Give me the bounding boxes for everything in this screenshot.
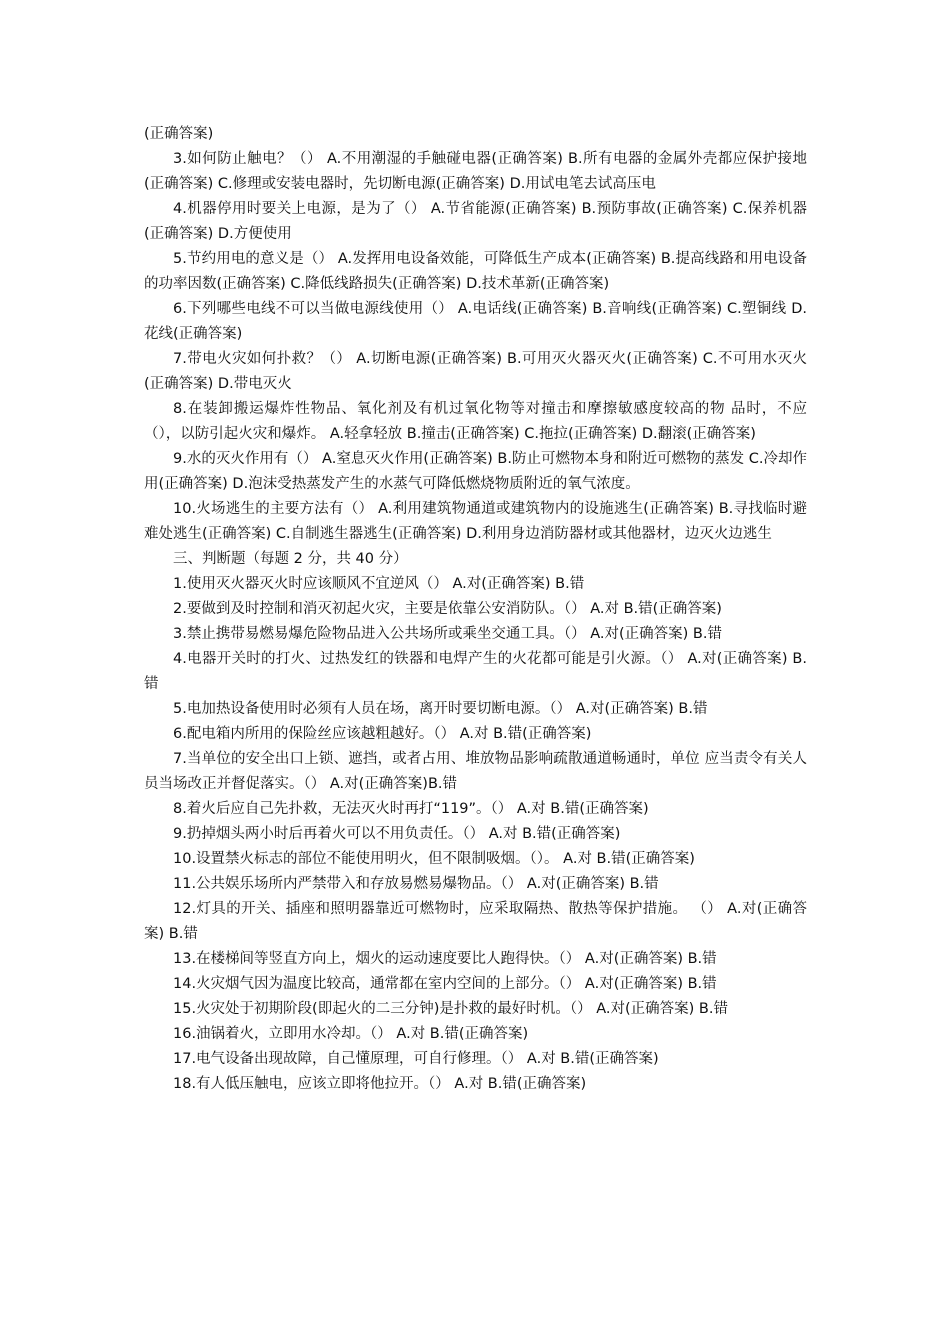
tf-question-5: 5.电加热设备使用时必须有人员在场，离开时要切断电源。（） A.对(正确答案) B.错 <box>173 701 708 717</box>
question-8: 8.在装卸搬运爆炸性物品、氧化剂及有机过氧化物等对撞击和摩擦敏感度较高的物 品时，不应（），以防引起火灾和爆炸。 A.轻拿轻放 B.撞击(正确答案) C.拖拉(正确答案) D.翻滚(正确答案) <box>144 401 807 442</box>
question-3: 3.如何防止触电？（） A.不用潮湿的手触碰电器(正确答案) B.所有电器的金属外壳都应保护接地(正确答案) C.修理或安装电器时，先切断电源(正确答案) D.用试电笔去试高压电 <box>144 151 807 192</box>
tf-question-11: 11.公共娱乐场所内严禁带入和存放易燃易爆物品。（） A.对(正确答案) B.错 <box>173 876 659 892</box>
question-5: 5.节约用电的意义是（） A.发挥用电设备效能，可降低生产成本(正确答案) B.提高线路和用电设备的功率因数(正确答案) C.降低线路损失(正确答案) D.技术革新(正确答案) <box>144 251 807 292</box>
tf-question-18: 18.有人低压触电，应该立即将他拉开。（） A.对 B.错(正确答案) <box>173 1076 587 1092</box>
question-9: 9.水的灭火作用有（） A.窒息灭火作用(正确答案) B.防止可燃物本身和附近可燃物的蒸发 C.冷却作用(正确答案) D.泡沫受热蒸发产生的水蒸气可降低燃烧物质附近的氧气浓度。 <box>144 451 807 492</box>
tf-question-8: 8.着火后应自己先扑救，无法灭火时再打“119”。（） A.对 B.错(正确答案) <box>173 801 649 817</box>
section-heading-true-false: 三、判断题（每题 2 分，共 40 分） <box>173 551 408 567</box>
tf-question-15: 15.火灾处于初期阶段(即起火的二三分钟)是扑救的最好时机。（） A.对(正确答案) B.错 <box>173 1001 728 1017</box>
tf-question-9: 9.扔掉烟头两小时后再着火可以不用负责任。（） A.对 B.错(正确答案) <box>173 826 621 842</box>
tf-question-3: 3.禁止携带易燃易爆危险物品进入公共场所或乘坐交通工具。（） A.对(正确答案) B.错 <box>173 626 722 642</box>
tf-question-16: 16.油锅着火，立即用水冷却。（） A.对 B.错(正确答案) <box>173 1026 529 1042</box>
question-10: 10.火场逃生的主要方法有（） A.利用建筑物通道或建筑物内的设施逃生(正确答案) B.寻找临时避难处逃生(正确答案) C.自制逃生器逃生(正确答案) D.利用身边消防器材或其他器材，边灭火边逃生 <box>144 501 807 542</box>
tf-question-4: 4.电器开关时的打火、过热发红的铁器和电焊产生的火花都可能是引火源。（） A.对(正确答案) B.错 <box>144 651 807 692</box>
tf-question-6: 6.配电箱内所用的保险丝应该越粗越好。（） A.对 B.错(正确答案) <box>173 726 592 742</box>
tf-question-10: 10.设置禁火标志的部位不能使用明火，但不限制吸烟。（）。 A.对 B.错(正确答案) <box>173 851 695 867</box>
tf-question-13: 13.在楼梯间等竖直方向上，烟火的运动速度要比人跑得快。（） A.对(正确答案) B.错 <box>173 951 717 967</box>
tf-question-7: 7.当单位的安全出口上锁、遮挡，或者占用、堆放物品影响疏散通道畅通时，单位 应当责令有关人员当场改正并督促落实。（） A.对(正确答案)B.错 <box>144 751 807 792</box>
tf-question-12: 12.灯具的开关、插座和照明器靠近可燃物时，应采取隔热、散热等保护措施。 （） A.对(正确答案) B.错 <box>144 901 807 942</box>
document-page <box>144 122 807 1097</box>
question-7: 7.带电火灾如何扑救？（） A.切断电源(正确答案) B.可用灭火器灭火(正确答案) C.不可用水灭火(正确答案) D.带电灭火 <box>144 351 807 392</box>
tf-question-2: 2.要做到及时控制和消灭初起火灾，主要是依靠公安消防队。（） A.对 B.错(正确答案) <box>173 601 722 617</box>
tf-question-14: 14.火灾烟气因为温度比较高，通常都在室内空间的上部分。（） A.对(正确答案) B.错 <box>173 976 717 992</box>
question-6: 6.下列哪些电线不可以当做电源线使用（） A.电话线(正确答案) B.音响线(正确答案) C.塑铜线 D.花线(正确答案) <box>144 301 807 342</box>
question-4: 4.机器停用时要关上电源，是为了（） A.节省能源(正确答案) B.预防事故(正确答案) C.保养机器(正确答案) D.方便使用 <box>144 201 807 242</box>
tf-question-17: 17.电气设备出现故障，自己懂原理，可自行修理。（） A.对 B.错(正确答案) <box>173 1051 659 1067</box>
tf-question-1: 1.使用灭火器灭火时应该顺风不宜逆风（） A.对(正确答案) B.错 <box>173 576 585 592</box>
paragraph-continuation: (正确答案) <box>144 126 214 142</box>
